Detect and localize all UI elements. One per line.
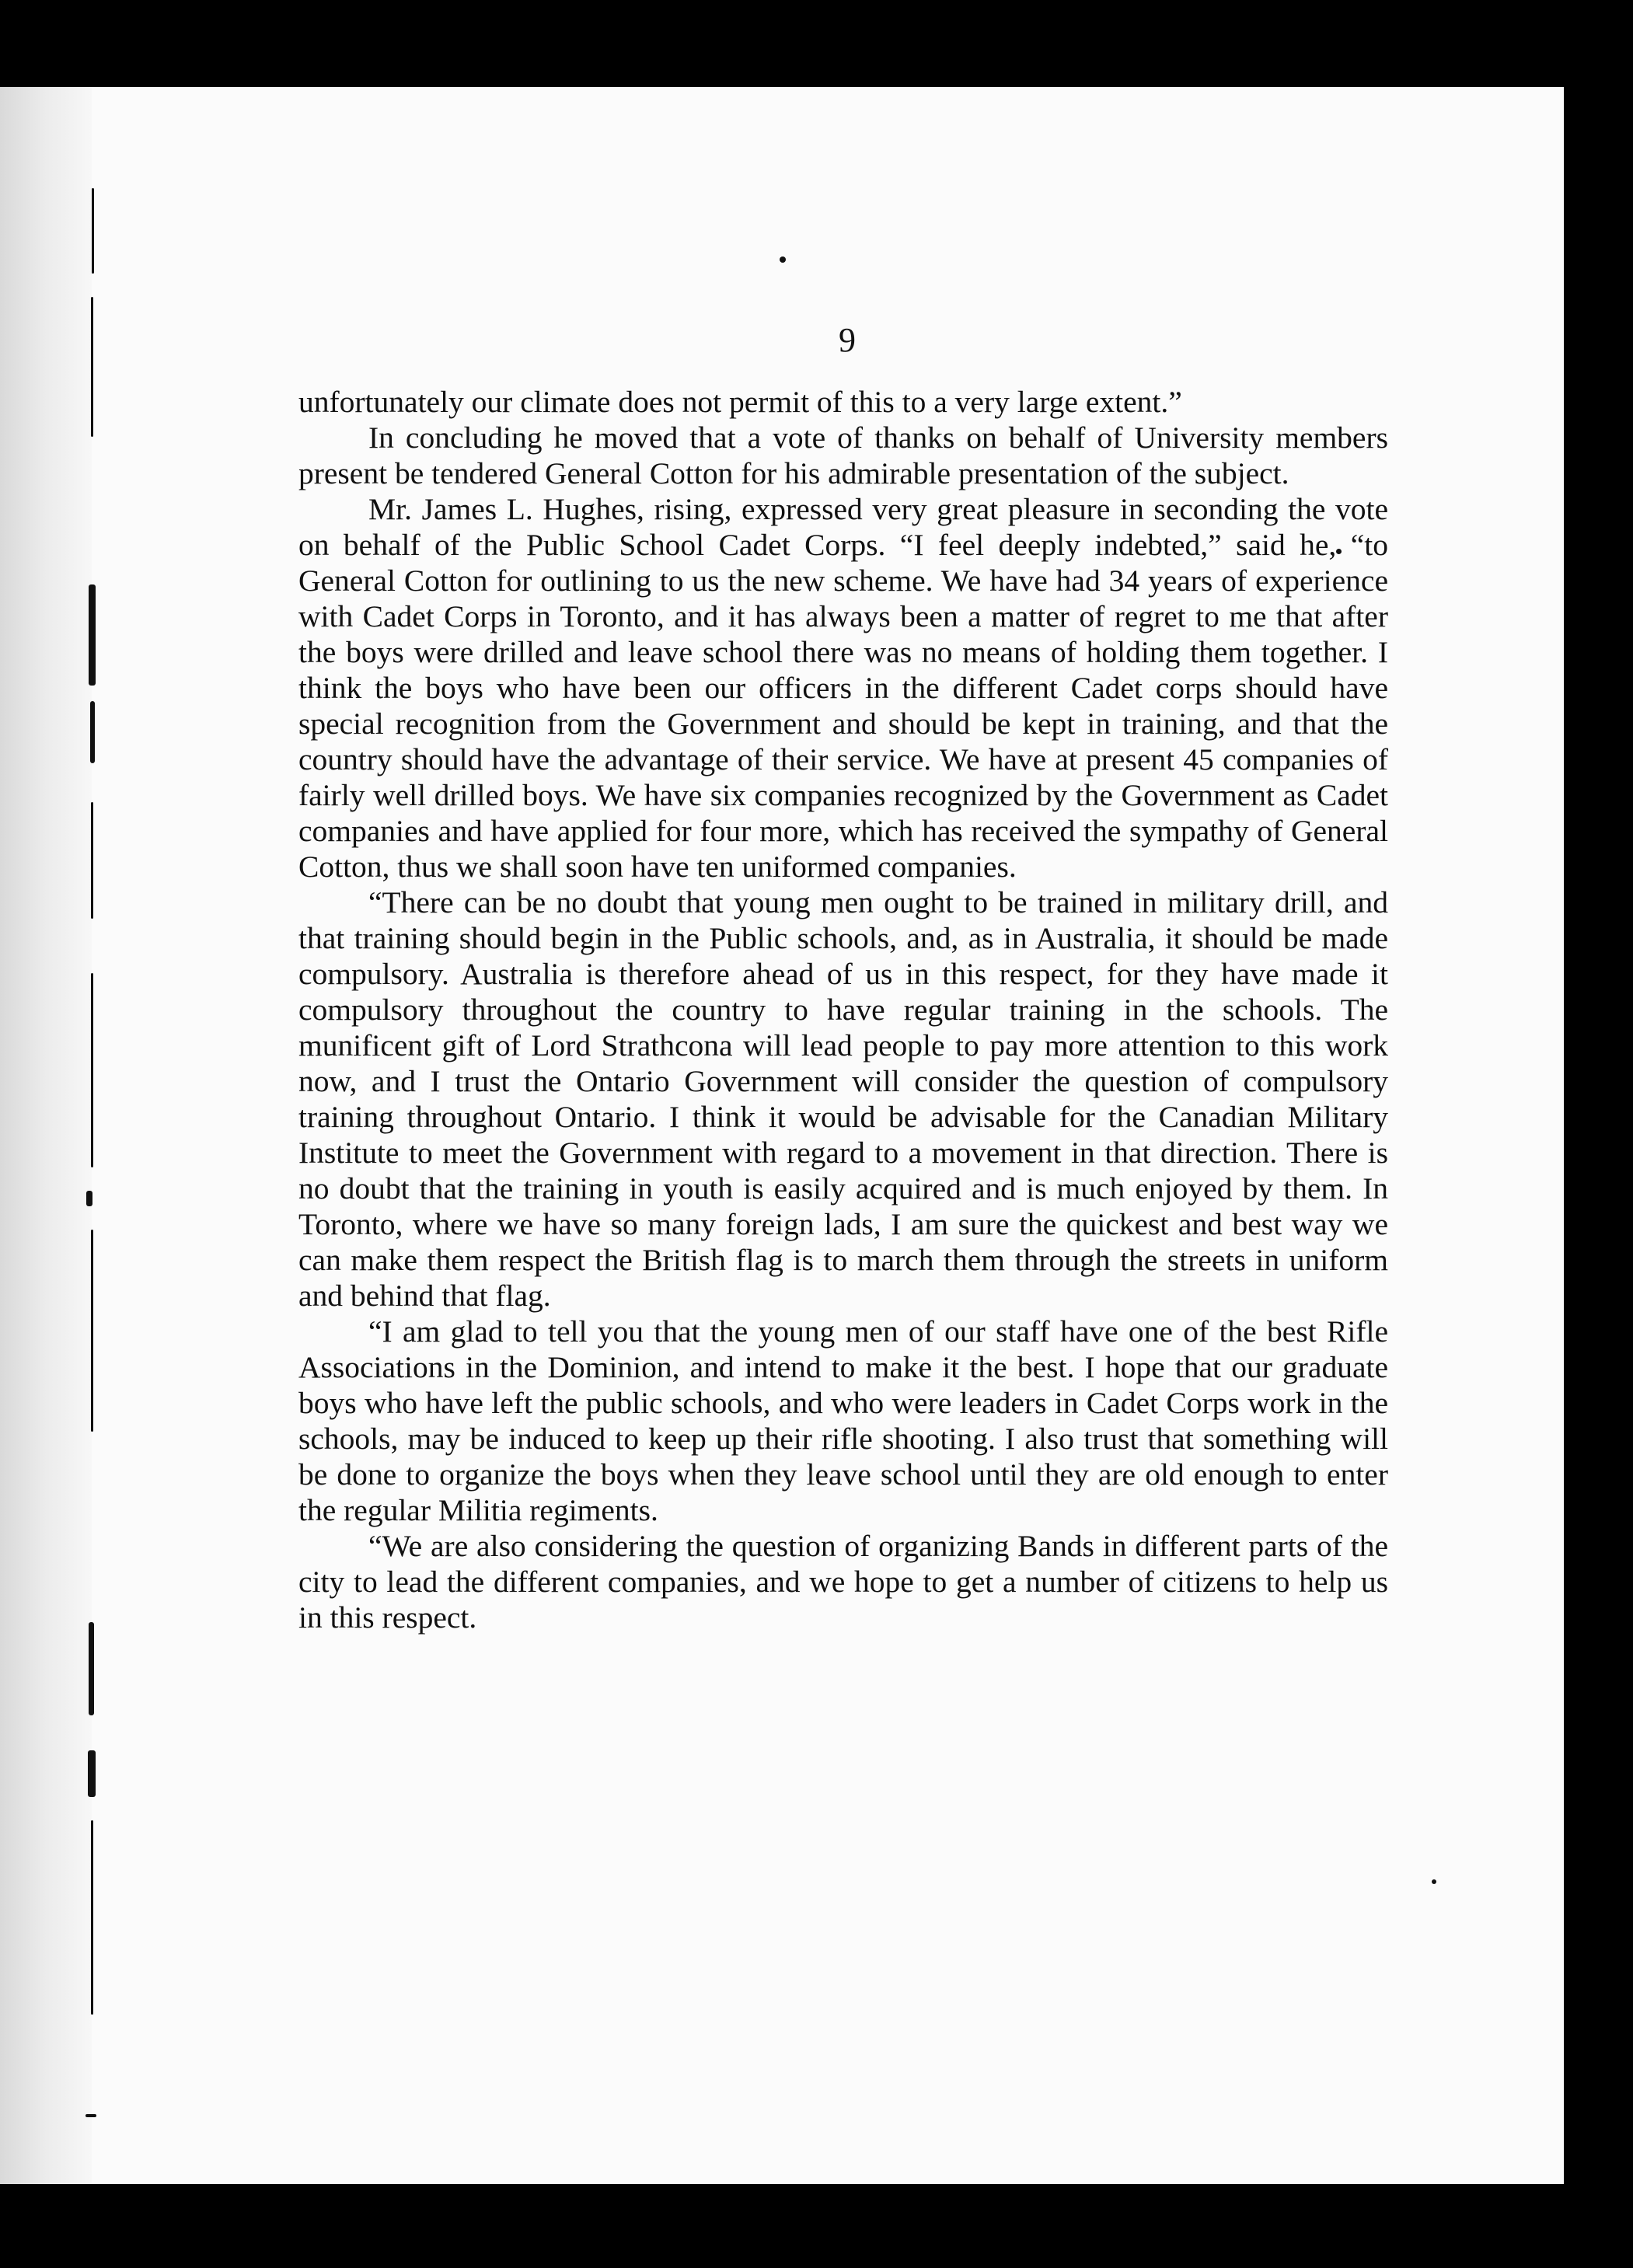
paragraph: “I am glad to tell you that the young men of our staff have one of the best Rifle Associations in the Dominion, and intend to make it the best. I hope that our graduate boys who have left the public schools, and who were leaders in Cadet Corps work in the schools, may be induced to keep up their rifle shooting. I also trust that something will be done to organize the boys when they leave school until they are old enough to enter the regular Militia regiments. [298, 1314, 1388, 1527]
binding-mark [86, 1191, 92, 1206]
binding-mark [85, 2114, 96, 2117]
page-number: 9 [839, 321, 856, 359]
scan-speck [780, 256, 786, 263]
paragraph: “There can be no doubt that young men ought to be trained in military drill, and that training should begin in the Public schools, and, as in Australia, it should be made compulsory. Australia is therefore ahead of us in this respect, for they have made it compulsory throughout the country to have regular training in the schools. The munificent gift of Lord Strathcona will lead people to pay more attention to this work now, and I trust the Ontario Government will consider the question of compulsory training throughout Ontario. I think it would be advisable for the Canadian Military Institute to meet the Government with regard to a movement in that direction. There is no doubt that the training in youth is easily acquired and is much enjoyed by them. In Toronto, where we have so many foreign lads, I am sure the quickest and best way we can make them respect the British flag is to march them through the streets in uniform and behind that flag. [298, 885, 1388, 1313]
document-page [0, 87, 1564, 2184]
paragraph: “We are also considering the question of organizing Bands in different parts of the city to lead the different companies, and we hope to get a number of citizens to help us in this respect. [298, 1529, 1388, 1635]
binding-mark [89, 584, 96, 686]
paragraph: unfortunately our climate does not permit of this to a very large extent.” [298, 385, 1182, 419]
binding-edge [0, 87, 92, 2184]
paragraph: Mr. James L. Hughes, rising, expressed very great pleasure in seconding the vote on behalf of the Public School Cadet Corps. “I feel deeply indebted,” said he, “to General Cotton for outlining to us the new scheme. We have had 34 years of experience with Cadet Corps in Toronto, and it has always been a matter of regret to me that after the boys were drilled and leave school there was no means of holding them together. I think the boys who have been our officers in the different Cadet corps should have special recognition from the Government and should be kept in training, and that the country should have the advantage of their service. We have at present 45 companies of fairly well drilled boys. We have six companies recognized by the Government as Cadet companies and have applied for four more, which has received the sympathy of General Cotton, thus we shall soon have ten uniformed companies. [298, 492, 1388, 884]
binding-mark [91, 1230, 93, 1432]
paragraph: In concluding he moved that a vote of thanks on behalf of University members present be tendered General Cotton for his admirable presentation of the subject. [298, 420, 1388, 490]
binding-mark [91, 1820, 93, 2015]
binding-mark [89, 1622, 94, 1715]
binding-mark [90, 701, 95, 763]
scan-speck [1432, 1879, 1436, 1884]
body-text [298, 384, 1388, 1635]
binding-mark [91, 297, 93, 437]
binding-mark [88, 1750, 96, 1797]
binding-mark [92, 188, 94, 274]
binding-mark [91, 802, 93, 919]
binding-mark [91, 973, 93, 1167]
